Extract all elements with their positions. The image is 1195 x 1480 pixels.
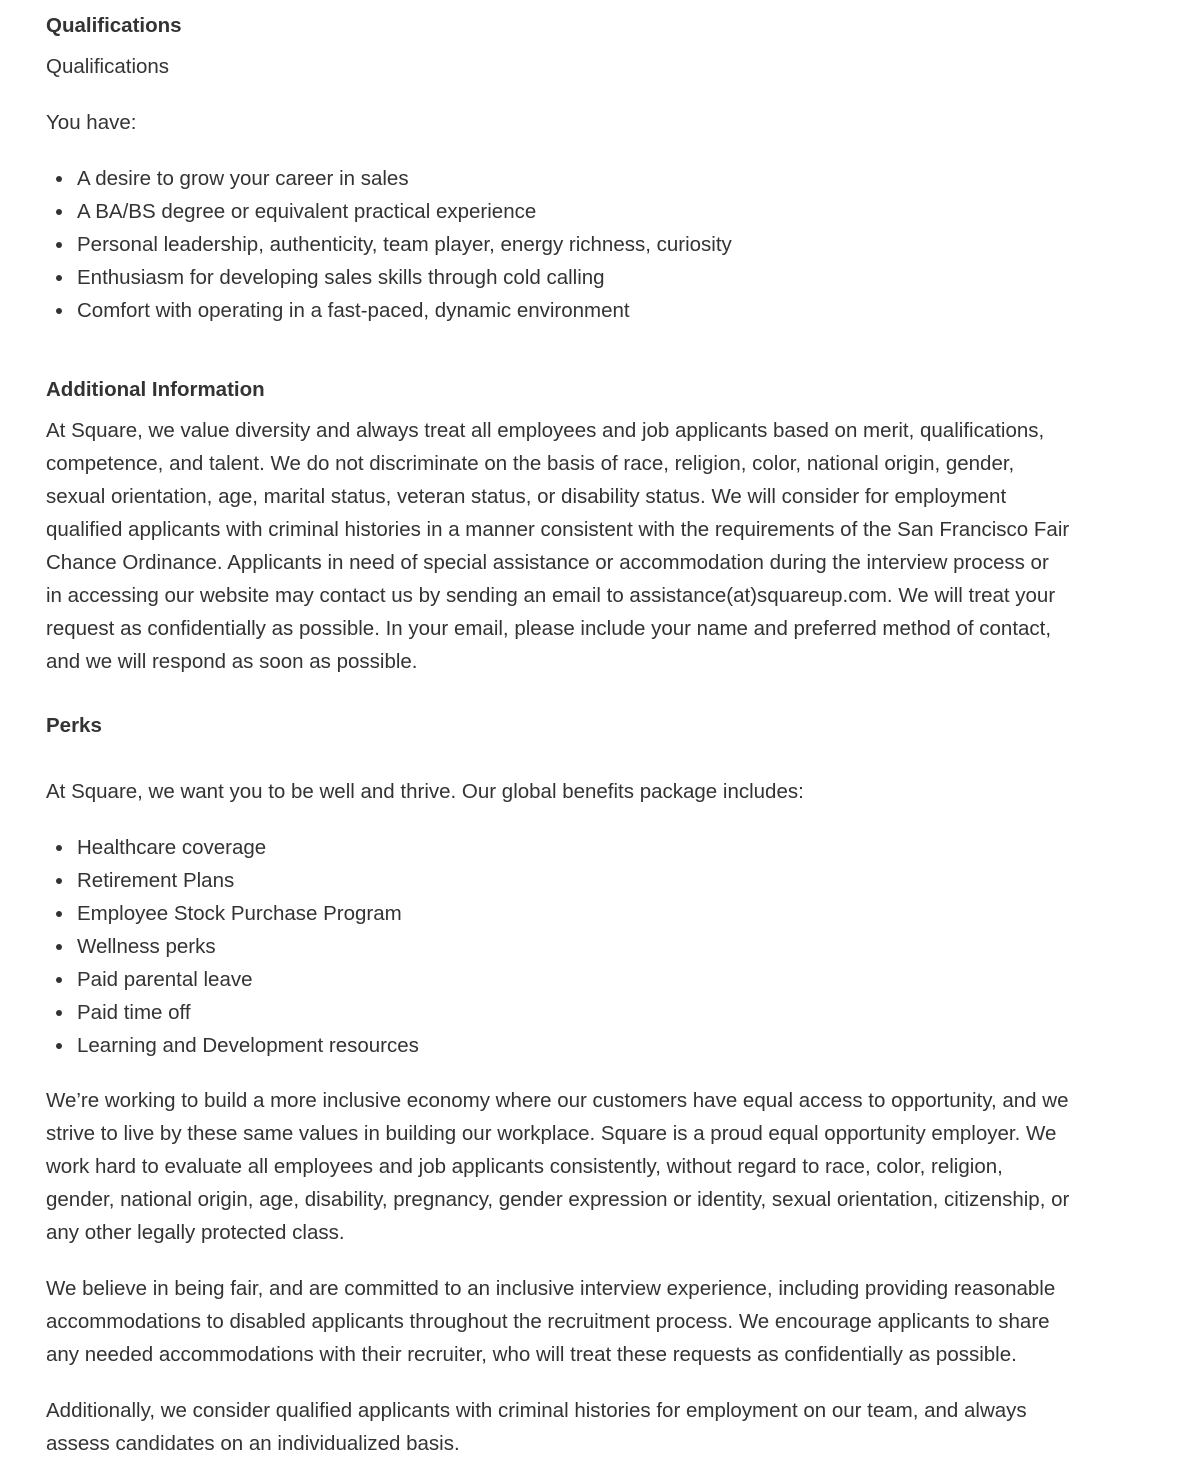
paragraph-line: strive to live by these same values in building our workplace. Square is a proud equal opportunity employer. We	[46, 1122, 1057, 1145]
list-item: Employee Stock Purchase Program	[46, 897, 1146, 930]
paragraph-line: We believe in being fair, and are committed to an inclusive interview experience, including providing reasonable	[46, 1277, 1056, 1300]
paragraph-line: any needed accommodations with their recruiter, who will treat these requests as confidentially as possible.	[46, 1343, 1017, 1366]
paragraph-line: gender, national origin, age, disability, pregnancy, gender expression or identity, sexual orientation, citizenship, or	[46, 1188, 1070, 1211]
criminal-histories-paragraph	[46, 1394, 1146, 1460]
bullet-icon	[56, 845, 62, 851]
bullet-icon	[56, 176, 62, 182]
paragraph-line: and we will respond as soon as possible.	[46, 650, 418, 673]
paragraph-line: competence, and talent. We do not discriminate on the basis of race, religion, color, national origin, gender,	[46, 452, 1015, 475]
qualifications-intro: You have:	[46, 111, 137, 134]
bullet-icon	[56, 911, 62, 917]
additional-information-heading: Additional Information	[46, 378, 265, 401]
list-item: Wellness perks	[46, 930, 1146, 963]
qualifications-list	[46, 162, 1146, 327]
paragraph-line: At Square, we value diversity and always treat all employees and job applicants based on merit, qualifications,	[46, 419, 1045, 442]
additional-information-paragraph	[46, 414, 1146, 678]
list-item: Learning and Development resources	[46, 1029, 1146, 1062]
bullet-icon	[56, 1043, 62, 1049]
perks-heading: Perks	[46, 714, 102, 737]
inclusion-paragraph	[46, 1084, 1146, 1249]
paragraph-line: qualified applicants with criminal histories in a manner consistent with the requirements of the San Francisco Fair	[46, 518, 1070, 541]
paragraph-line: We’re working to build a more inclusive economy where our customers have equal access to opportunity, and we	[46, 1089, 1069, 1112]
paragraph-line: Chance Ordinance. Applicants in need of special assistance or accommodation during the interview process or	[46, 551, 1049, 574]
list-item: Retirement Plans	[46, 864, 1146, 897]
accommodations-paragraph	[46, 1272, 1146, 1371]
paragraph-line: request as confidentially as possible. In your email, please include your name and preferred method of contact,	[46, 617, 1052, 640]
paragraph-line: in accessing our website may contact us by sending an email to assistance(at)squareup.com. We will treat your	[46, 584, 1056, 607]
paragraph-line: any other legally protected class.	[46, 1221, 345, 1244]
paragraph-line: sexual orientation, age, marital status, veteran status, or disability status. We will consider for employment	[46, 485, 1007, 508]
list-item: A BA/BS degree or equivalent practical experience	[46, 195, 1146, 228]
paragraph-line: accommodations to disabled applicants throughout the recruitment process. We encourage applicants to share	[46, 1310, 1050, 1333]
list-item: Comfort with operating in a fast-paced, dynamic environment	[46, 294, 1146, 327]
bullet-icon	[56, 977, 62, 983]
bullet-icon	[56, 1010, 62, 1016]
qualifications-subheading: Qualifications	[46, 55, 170, 78]
qualifications-heading: Qualifications	[46, 14, 182, 37]
list-item: A desire to grow your career in sales	[46, 162, 1146, 195]
bullet-icon	[56, 308, 62, 314]
paragraph-line: work hard to evaluate all employees and job applicants consistently, without regard to race, color, religion,	[46, 1155, 1003, 1178]
bullet-icon	[56, 878, 62, 884]
perks-intro: At Square, we want you to be well and thrive. Our global benefits package includes:	[46, 780, 804, 803]
bullet-icon	[56, 944, 62, 950]
list-item: Enthusiasm for developing sales skills through cold calling	[46, 261, 1146, 294]
list-item: Paid time off	[46, 996, 1146, 1029]
paragraph-line: assess candidates on an individualized basis.	[46, 1432, 460, 1455]
bullet-icon	[56, 209, 62, 215]
list-item: Paid parental leave	[46, 963, 1146, 996]
list-item: Personal leadership, authenticity, team player, energy richness, curiosity	[46, 228, 1146, 261]
bullet-icon	[56, 275, 62, 281]
paragraph-line: Additionally, we consider qualified applicants with criminal histories for employment on our team, and always	[46, 1399, 1027, 1422]
perks-list	[46, 831, 1146, 1062]
list-item: Healthcare coverage	[46, 831, 1146, 864]
bullet-icon	[56, 242, 62, 248]
